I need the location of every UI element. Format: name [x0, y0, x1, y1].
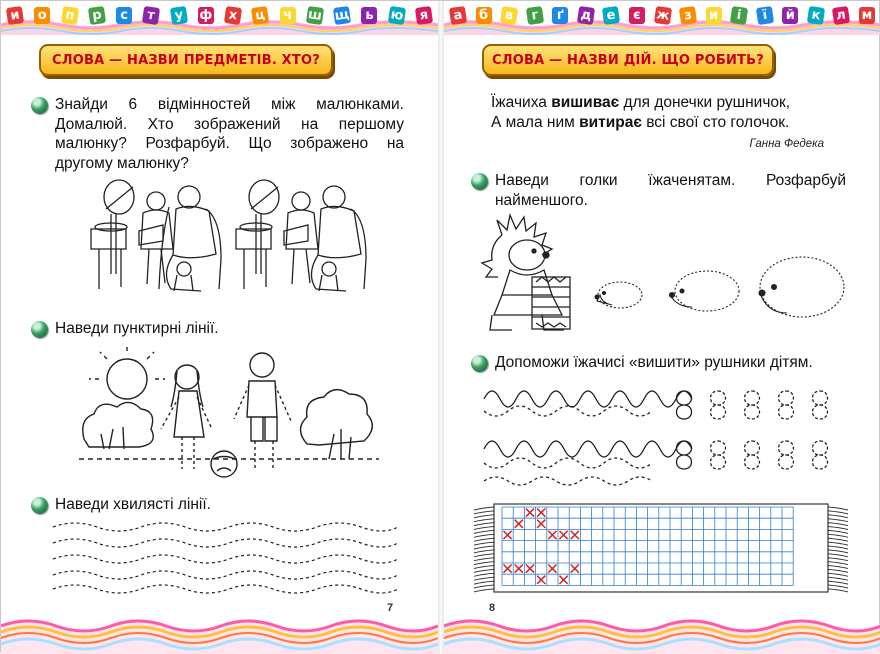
wavy-trace-lines	[53, 519, 398, 594]
alphabet-letter: п	[60, 6, 78, 25]
poem	[491, 93, 831, 133]
poem-line-1: Їжачиха вишиває для донечки рушничок,	[491, 94, 791, 111]
embroidery-trace-patterns	[484, 381, 874, 496]
left-page-title: СЛОВА — НАЗВИ ПРЕДМЕТІВ. ХТО?	[39, 44, 333, 76]
page-number-right: 8	[489, 602, 496, 614]
task-text: Наведи голки їжаченятам. Розфарбуй найменшого.	[495, 172, 846, 209]
task-embroider-towels	[471, 353, 871, 373]
alphabet-letter: ю	[389, 7, 405, 24]
alphabet-letter: ч	[280, 7, 296, 24]
alphabet-letter: к	[807, 6, 825, 25]
green-bullet-icon	[471, 173, 488, 190]
sun-icon	[107, 359, 147, 399]
poem-line-2: А мала ним витирає всі свої сто голочок.	[491, 114, 790, 131]
alphabet-letter: і	[730, 6, 748, 25]
alphabet-letter: б	[476, 7, 492, 24]
alphabet-letter: щ	[334, 7, 351, 24]
highlight-verb: вишиває	[551, 94, 620, 111]
alphabet-letter: ь	[361, 7, 377, 24]
ball-icon	[211, 451, 237, 477]
alphabet-letter: о	[34, 7, 50, 24]
reading-scene-illustrations	[81, 179, 361, 304]
task-trace-dotted-lines	[31, 319, 404, 339]
alphabet-letter: а	[449, 6, 467, 25]
loop-pattern-row-2	[484, 441, 692, 485]
alphabet-letter: и	[706, 7, 722, 24]
rainbow-footer-decoration	[1, 594, 438, 654]
right-page	[444, 1, 880, 654]
poem-author: Ганна Федека	[749, 138, 824, 150]
bush-left	[83, 402, 154, 447]
hedgehog-illustrations	[472, 215, 847, 340]
task-text: Наведи хвилясті лінії.	[55, 496, 211, 513]
small-hedgehog	[595, 282, 642, 308]
green-bullet-icon	[31, 497, 48, 514]
page-number-left: 7	[387, 602, 394, 614]
towel-body	[494, 504, 828, 592]
alphabet-letter: х	[224, 6, 242, 25]
alphabet-letter: ф	[199, 8, 213, 23]
task-draw-hedgehog-needles	[471, 171, 846, 210]
task-trace-wavy-lines	[31, 495, 404, 515]
task-text: Допоможи їжачисі «вишити» рушники дітям.	[495, 354, 813, 371]
large-hedgehog	[759, 257, 844, 317]
highlight-verb: витирає	[579, 114, 642, 131]
park-scene-illustration	[79, 349, 379, 479]
task-text: Знайди 6 відмінностей між малюнками. Домалюй. Хто зображений на першому малюнку? Розфарбуй. Що зображено на другому малюнку?	[55, 96, 404, 172]
boy-figure	[234, 353, 291, 471]
girl-figure	[161, 365, 211, 469]
alphabet-letter: ґ	[552, 7, 568, 24]
reading-scene-right	[236, 180, 366, 291]
alphabet-letter: є	[629, 7, 645, 24]
alphabet-strip-right	[450, 7, 875, 24]
alphabet-strip-left	[7, 7, 432, 24]
medium-hedgehog	[670, 271, 740, 311]
task-find-differences	[31, 95, 404, 173]
alphabet-letter: м	[859, 7, 875, 24]
alphabet-letter: у	[169, 6, 187, 25]
alphabet-letter: ш	[307, 7, 323, 24]
alphabet-letter: и	[6, 6, 24, 25]
loop-pattern-row-1	[484, 391, 692, 416]
alphabet-letter: з	[679, 6, 697, 25]
green-bullet-icon	[31, 97, 48, 114]
left-page	[1, 1, 438, 654]
dotted-sun-rays	[89, 343, 165, 379]
rainbow-footer-decoration	[444, 594, 880, 654]
bush-right	[301, 390, 373, 445]
alphabet-letter: в	[500, 6, 518, 25]
green-bullet-icon	[31, 321, 48, 338]
task-text: Наведи пунктирні лінії.	[55, 320, 219, 337]
alphabet-letter: е	[602, 6, 620, 25]
alphabet-letter: д	[577, 6, 595, 25]
alphabet-letter: й	[782, 7, 798, 24]
right-page-title: СЛОВА — НАЗВИ ДІЙ. ЩО РОБИТЬ?	[482, 44, 774, 76]
alphabet-letter: г	[526, 6, 544, 25]
alphabet-letter: с	[116, 7, 132, 24]
cross-stitch-towel-grid	[472, 501, 850, 596]
reading-scene-left	[91, 180, 221, 291]
mother-hedgehog	[482, 215, 570, 330]
green-bullet-icon	[471, 355, 488, 372]
alphabet-letter: ж	[655, 7, 670, 24]
alphabet-letter: ц	[251, 6, 269, 25]
alphabet-letter: л	[832, 6, 850, 25]
alphabet-letter: р	[88, 6, 106, 25]
alphabet-letter: т	[142, 6, 160, 25]
alphabet-letter: я	[415, 6, 433, 25]
alphabet-letter: ї	[756, 6, 774, 25]
cross-loop-pattern	[677, 391, 828, 469]
